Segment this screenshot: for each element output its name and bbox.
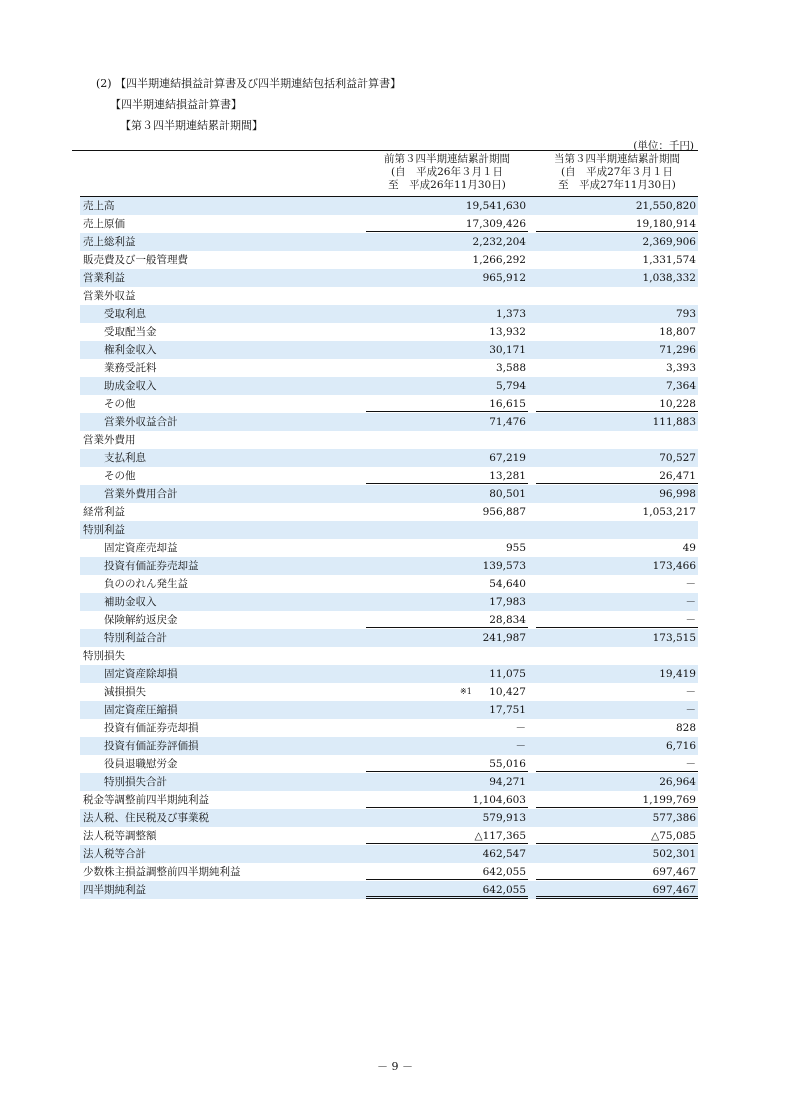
- current-period-value: －: [685, 578, 696, 590]
- prior-period-value: 17,309,426: [366, 215, 528, 232]
- table-row: [80, 323, 698, 341]
- prior-period-value: 2,232,204: [472, 236, 526, 248]
- current-period-value: 96,998: [659, 488, 696, 500]
- footnote-marker: ※1: [460, 687, 472, 696]
- column-header: [72, 150, 698, 197]
- statement-subheading: 【四半期連結損益計算書】: [110, 98, 242, 111]
- prior-period-value: 94,271: [489, 776, 526, 788]
- prior-period-value: 67,219: [489, 452, 526, 464]
- current-period-value: 1,038,332: [642, 272, 696, 284]
- current-period-value: 697,467: [536, 881, 698, 899]
- prior-period-value: 30,171: [489, 344, 526, 356]
- current-period-value: 49: [682, 542, 696, 554]
- row-label: 法人税等調整額: [83, 830, 157, 842]
- table-row: [80, 773, 698, 791]
- prior-period-value: 17,751: [489, 704, 526, 716]
- row-label: 少数株主損益調整前四半期純利益: [83, 866, 241, 878]
- table-row: [80, 881, 698, 899]
- current-period-header: [535, 153, 699, 192]
- current-period-value: 26,471: [536, 467, 698, 484]
- table-row: [80, 359, 698, 377]
- table-row: [80, 701, 698, 719]
- current-period-value: 19,419: [659, 668, 696, 680]
- prior-period-value: 139,573: [482, 560, 526, 572]
- table-row: [80, 287, 698, 305]
- row-label: 負ののれん発生益: [104, 578, 188, 590]
- table-row: [80, 593, 698, 611]
- current-period-value: －: [536, 611, 698, 628]
- table-row: [80, 467, 698, 485]
- current-period-value: 18,807: [659, 326, 696, 338]
- table-row: [80, 665, 698, 683]
- row-label: 投資有価証券評価損: [104, 740, 199, 752]
- current-period-value: △75,085: [536, 827, 698, 844]
- current-period-value: －: [685, 704, 696, 716]
- period-heading: 【第３四半期連結累計期間】: [120, 119, 263, 132]
- row-label: 減損損失: [104, 686, 146, 698]
- current-period-value: 577,386: [652, 812, 696, 824]
- unit-label: (単位：千円): [633, 140, 694, 152]
- row-label: 特別損失: [83, 650, 125, 662]
- prior-period-value: 28,834: [366, 611, 528, 628]
- prior-period-value: 13,932: [489, 326, 526, 338]
- table-row: [80, 683, 698, 701]
- prior-period-value: 11,075: [489, 668, 526, 680]
- current-period-value: 70,527: [659, 452, 696, 464]
- table-row: [80, 737, 698, 755]
- row-label: 販売費及び一般管理費: [83, 254, 188, 266]
- table-row: [80, 791, 698, 809]
- current-period-value: 10,228: [536, 395, 698, 412]
- prior-period-value: 3,588: [495, 362, 526, 374]
- table-row: [80, 449, 698, 467]
- prior-period-to: 至 平成26年11月30日): [388, 179, 506, 191]
- prior-period-value: 1,373: [495, 308, 526, 320]
- table-row: [80, 305, 698, 323]
- current-period-value: 173,515: [652, 632, 696, 644]
- prior-period-value: 80,501: [489, 488, 526, 500]
- row-label: 売上原価: [83, 218, 125, 230]
- current-period-value: 1,199,769: [536, 791, 698, 808]
- prior-period-value: －: [515, 722, 526, 734]
- row-label: 受取配当金: [104, 326, 157, 338]
- current-period-to: 至 平成27年11月30日): [558, 179, 676, 191]
- current-period-value: [536, 521, 698, 538]
- row-label: 営業外収益: [83, 290, 136, 302]
- current-period-value: 793: [675, 308, 696, 320]
- table-row: [80, 521, 698, 539]
- table-row: [80, 719, 698, 737]
- row-label: 投資有価証券売却益: [104, 560, 199, 572]
- table-row: [80, 557, 698, 575]
- row-label: 受取利息: [104, 308, 146, 320]
- row-label: 支払利息: [104, 452, 146, 464]
- page-number: － 9 －: [377, 1060, 413, 1073]
- current-period-value: 2,369,906: [642, 236, 696, 248]
- current-period-value: 111,883: [652, 416, 696, 428]
- current-period-value: [536, 287, 698, 304]
- row-label: 特別利益合計: [104, 632, 167, 644]
- prior-period-value: 642,055: [366, 881, 528, 899]
- table-row: [80, 377, 698, 395]
- prior-period-value: 16,615: [366, 395, 528, 412]
- row-label: 権利金収入: [104, 344, 157, 356]
- table-row: [80, 845, 698, 863]
- prior-period-header: [365, 153, 529, 192]
- current-period-value: 21,550,820: [635, 200, 696, 212]
- row-label: 営業外費用合計: [104, 488, 178, 500]
- row-label: 補助金収入: [104, 596, 157, 608]
- prior-period-value: △117,365: [366, 827, 528, 844]
- prior-period-value: 642,055: [366, 863, 528, 880]
- table-row: [80, 863, 698, 881]
- current-period-value: －: [536, 755, 698, 772]
- prior-period-value: 462,547: [482, 848, 526, 860]
- current-period-value: 828: [675, 722, 696, 734]
- table-row: [80, 215, 698, 233]
- table-row: [80, 503, 698, 521]
- table-row: [80, 395, 698, 413]
- prior-period-value: 13,281: [366, 467, 528, 484]
- current-period-value: 3,393: [665, 362, 696, 374]
- current-period-value: 71,296: [659, 344, 696, 356]
- row-label: 投資有価証券売却損: [104, 722, 199, 734]
- table-row: [80, 413, 698, 431]
- prior-period-value: 965,912: [482, 272, 526, 284]
- table-row: [80, 575, 698, 593]
- table-row: [80, 431, 698, 449]
- prior-period-value: 10,427: [489, 686, 526, 698]
- prior-period-value: 71,476: [489, 416, 526, 428]
- prior-period-value: 19,541,630: [465, 200, 526, 212]
- table-row: [80, 341, 698, 359]
- prior-period-value: 955: [505, 542, 526, 554]
- income-statement-table: [80, 196, 698, 899]
- current-period-value: 173,466: [652, 560, 696, 572]
- prior-period-value: 956,887: [482, 506, 526, 518]
- prior-period-value: [366, 521, 528, 538]
- prior-period-value: －: [515, 740, 526, 752]
- statement-heading: (2) 【四半期連結損益計算書及び四半期連結包括利益計算書】: [96, 77, 402, 90]
- row-label: 特別損失合計: [104, 776, 167, 788]
- table-row: [80, 269, 698, 287]
- row-label: 売上高: [83, 200, 115, 212]
- current-period-value: 502,301: [652, 848, 696, 860]
- prior-period-value: 5,794: [495, 380, 526, 392]
- current-period-value: 697,467: [536, 863, 698, 880]
- current-period-title: 当第３四半期連結累計期間: [554, 153, 680, 165]
- current-period-value: 6,716: [665, 740, 696, 752]
- prior-period-value: [366, 647, 528, 664]
- table-row: [80, 611, 698, 629]
- prior-period-value: 55,016: [366, 755, 528, 772]
- row-label: 営業利益: [83, 272, 125, 284]
- table-row: [80, 197, 698, 215]
- current-period-from: (自 平成27年３月１日: [561, 166, 673, 178]
- current-period-value: 19,180,914: [536, 215, 698, 232]
- row-label: 役員退職慰労金: [104, 758, 178, 770]
- row-label: 営業外費用: [83, 434, 136, 446]
- row-label: 業務受託料: [104, 362, 157, 374]
- table-row: [80, 251, 698, 269]
- row-label: 営業外収益合計: [104, 416, 178, 428]
- row-label: その他: [104, 470, 136, 482]
- current-period-value: [536, 431, 698, 448]
- table-row: [80, 809, 698, 827]
- prior-period-value: 241,987: [482, 632, 526, 644]
- row-label: 固定資産除却損: [104, 668, 178, 680]
- table-row: [80, 233, 698, 251]
- row-label: 特別利益: [83, 524, 125, 536]
- prior-period-title: 前第３四半期連結累計期間: [384, 153, 510, 165]
- table-row: [80, 629, 698, 647]
- row-label: 固定資産売却益: [104, 542, 178, 554]
- current-period-value: 1,331,574: [642, 254, 696, 266]
- current-period-value: －: [685, 596, 696, 608]
- current-period-value: [536, 647, 698, 664]
- table-row: [80, 827, 698, 845]
- prior-period-value: 17,983: [489, 596, 526, 608]
- row-label: 法人税、住民税及び事業税: [83, 812, 209, 824]
- current-period-value: －: [685, 686, 696, 698]
- row-label: 助成金収入: [104, 380, 157, 392]
- table-row: [80, 755, 698, 773]
- row-label: 売上総利益: [83, 236, 136, 248]
- table-row: [80, 485, 698, 503]
- prior-period-value: [366, 431, 528, 448]
- table-row: [80, 539, 698, 557]
- row-label: 税金等調整前四半期純利益: [83, 794, 209, 806]
- table-row: [80, 647, 698, 665]
- prior-period-from: (自 平成26年３月１日: [391, 166, 503, 178]
- current-period-value: 7,364: [665, 380, 696, 392]
- prior-period-value: 579,913: [482, 812, 526, 824]
- row-label: 保険解約返戻金: [104, 614, 178, 626]
- row-label: 四半期純利益: [83, 884, 146, 896]
- prior-period-value: 1,104,603: [366, 791, 528, 808]
- row-label: 法人税等合計: [83, 848, 146, 860]
- current-period-value: 1,053,217: [642, 506, 696, 518]
- prior-period-value: [366, 287, 528, 304]
- prior-period-value: 54,640: [489, 578, 526, 590]
- prior-period-value: 1,266,292: [472, 254, 526, 266]
- row-label: その他: [104, 398, 136, 410]
- row-label: 固定資産圧縮損: [104, 704, 178, 716]
- row-label: 経常利益: [83, 506, 125, 518]
- current-period-value: 26,964: [659, 776, 696, 788]
